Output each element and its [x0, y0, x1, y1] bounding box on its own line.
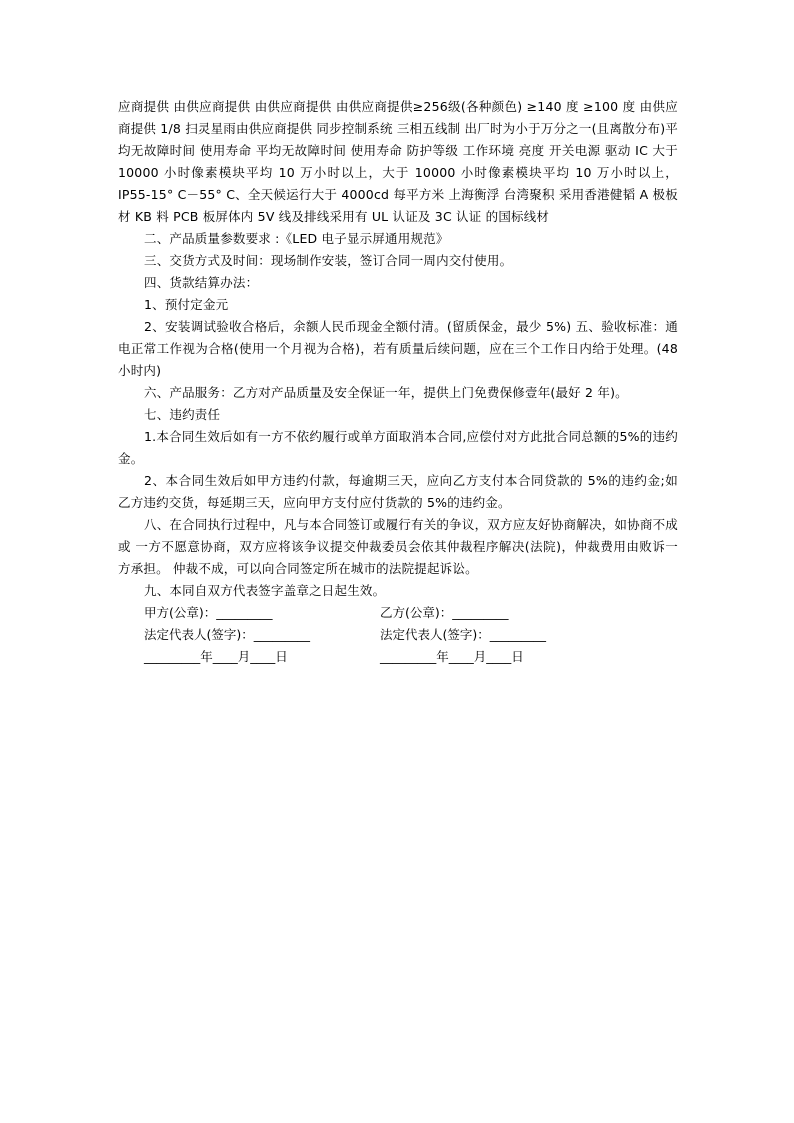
payment-heading: 四、货款结算办法： [144, 275, 259, 290]
party-a-date: _________年____月____日 [144, 649, 288, 664]
liability-clause-2: 2、本合同生效后如甲方违约付款，每逾期三天，应向乙方支付本合同贷款的 5%的违约金;如 乙方违约交货，每延期三天，应向甲方支付应付货款的 5%的违约金。 [118, 473, 678, 510]
party-b-seal: 乙方(公章)：_________ [380, 605, 509, 620]
signature-date-row [118, 646, 678, 668]
party-a-seal: 甲方(公章)：_________ [144, 605, 273, 620]
payment-balance: 2、安装调试验收合格后，余额人民币现金全额付清。(留质保金，最少 5%) 五、验收标准：通电正常工作视为合格(使用一个月视为合格)，若有质量后续问题，应在三个工作日内给于处理。(48 小时内) [118, 319, 678, 378]
effective-clause: 九、本同自双方代表签字盖章之日起生效。 [144, 583, 386, 598]
product-service: 六、产品服务：乙方对产品质量及安全保证一年，提供上门免费保修壹年(最好 2 年)。 [144, 385, 628, 400]
spec-paragraph: 应商提供 由供应商提供 由供应商提供 由供应商提供≥256级(各种颜色) ≥140 度 ≥100 度 由供应商提供 1/8 扫灵星雨由供应商提供 同步控制系统 三相五线制 出厂时为小于万分之一(且离散分布)平均无故障时间 使用寿命 平均无故障时间 使用寿命 防护等级 工作环境 亮度 开关电源 驱动 IC 大于 10000 小时像素模块平均 10 万小时以上，大于 10000 小时像素模块平均 10 万小时以上， IP55-15° C－55° C、全天候运行大于 4000cd 每平方米 上海衡浮 台湾聚积 采用香港健韬 A 极板材 KB 料 PCB 板屏体内 5V 线及排线采用有 UL 认证及 3C 认证 的国标线材 [118, 99, 678, 224]
party-b-date: _________年____月____日 [380, 649, 524, 664]
signature-rep-row [118, 624, 678, 646]
quality-requirement: 二、产品质量参数要求 :《LED 电子显示屏通用规范》 [144, 231, 449, 246]
party-b-representative: 法定代表人(签字)：_________ [380, 627, 547, 642]
delivery-terms: 三、交货方式及时间：现场制作安装，签订合同一周内交付使用。 [144, 253, 513, 268]
liability-heading: 七、违约责任 [144, 407, 221, 422]
dispute-clause: 八、在合同执行过程中，凡与本合同签订或履行有关的争议，双方应友好协商解决，如协商不成或 一方不愿意协商，双方应将该争议提交仲裁委员会依其仲裁程序解决(法院)，仲裁费用由败诉一方承担。 仲裁不成，可以向合同签定所在城市的法院提起诉讼。 [118, 517, 678, 576]
party-a-representative: 法定代表人(签字)：_________ [144, 627, 311, 642]
signature-seal-row [118, 602, 678, 624]
liability-clause-1: 1.本合同生效后如有一方不依约履行或单方面取消本合同,应偿付对方此批合同总额的5%的违约金。 [118, 429, 678, 466]
payment-deposit: 1、预付定金元 [144, 297, 229, 312]
document-body [118, 96, 678, 668]
